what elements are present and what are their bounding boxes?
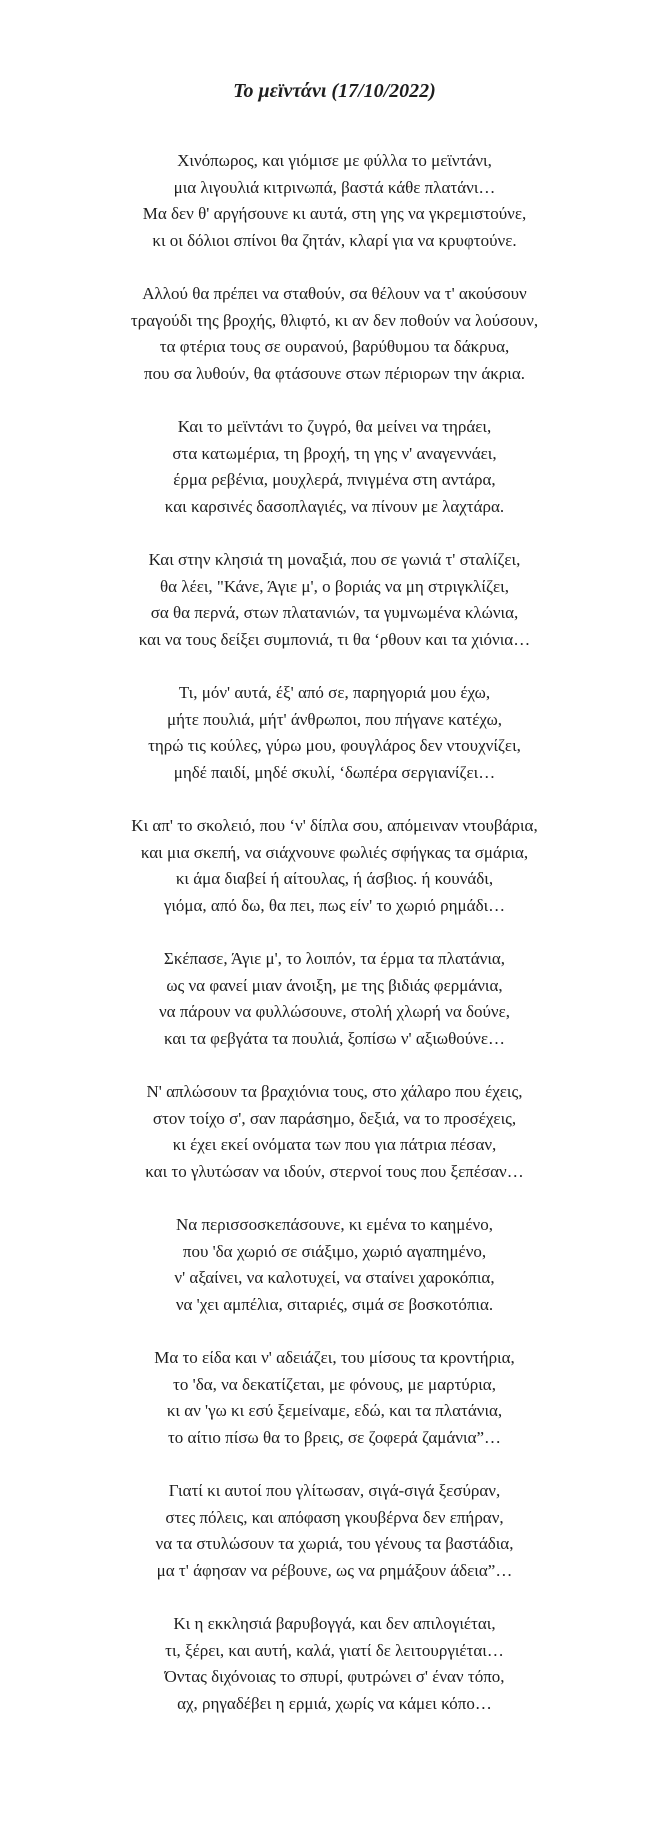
stanza	[0, 1345, 669, 1451]
poem-line: Και στην κλησιά τη μοναξιά, που σε γωνιά τ' σταλίζει,	[148, 550, 521, 569]
poem-line: κι αν 'γω κι εσύ ξεμείναμε, εδώ, και τα πλατάνια,	[166, 1401, 503, 1420]
poem-line: στον τοίχο σ', σαν παράσημο, δεξιά, να το προσέχεις,	[152, 1108, 517, 1128]
poem-line: Χινόπωρος, και γιόμισε με φύλλα το μεϊντάνι,	[177, 151, 492, 170]
poem-line: στες πόλεις, και απόφαση γκουβέρνα δεν επήραν,	[165, 1507, 504, 1527]
poem-line: Και το μεϊντάνι το ζυγρό, θα μείνει να τηράει,	[177, 417, 492, 436]
stanza	[0, 1079, 669, 1185]
poem-line: που σα λυθούν, θα φτάσουνε στων πέριορων την άκρια.	[143, 363, 526, 383]
poem-line: να πάρουν να φυλλώσουνε, στολή χλωρή να δούνε,	[159, 1002, 510, 1021]
poem-line: μα τ' άφησαν να ρέβουνε, ως να ρημάξουν άδεια”…	[156, 1560, 513, 1580]
stanza	[0, 680, 669, 786]
stanza	[0, 813, 669, 919]
poem-line: τραγούδι της βροχής, θλιφτό, κι αν δεν ποθούν να λούσουν,	[130, 310, 539, 330]
poem-line: να 'χει αμπέλια, σιταριές, σιμά σε βοσκοτόπια.	[175, 1294, 494, 1314]
poem-line: κι έχει εκεί ονόματα των που για πάτρια πέσαν,	[172, 1135, 497, 1154]
poem-line: το αίτιο πίσω θα το βρεις, σε ζοφερά ζαμάνια”…	[167, 1427, 502, 1447]
stanza	[0, 1478, 669, 1584]
poem-line: μια λιγουλιά κιτρινωπά, βαστά κάθε πλατάνι…	[173, 177, 496, 197]
poem-line: Τι, μόν' αυτά, έξ' από σε, παρηγοριά μου έχω,	[178, 683, 491, 702]
poem-line: ν' αξαίνει, να καλοτυχεί, να σταίνει χαροκόπια,	[174, 1268, 495, 1287]
poem-line: το 'δα, να δεκατίζεται, με φόνους, με μαρτύρια,	[173, 1374, 496, 1394]
poem-line: Μα δεν θ' αργήσουνε κι αυτά, στη γης να γκρεμιστούνε,	[142, 204, 527, 223]
poem-line: μήτε πουλιά, μήτ' άνθρωποι, που πήγανε κατέχω,	[166, 709, 503, 729]
poem-line: Σκέπασε, Άγιε μ', το λοιπόν, τα έρμα τα πλατάνια,	[163, 949, 506, 968]
poem-line: κι οι δόλιοι σπίνοι θα ζητάν, κλαρί για να κρυφτούνε.	[152, 230, 517, 250]
poem-line: και καρσινές δασοπλαγιές, να πίνουν με λαχτάρα.	[164, 496, 505, 516]
poem-line: και τα φεβγάτα τα πουλιά, ξοπίσω ν' αξιωθούνε…	[164, 1028, 505, 1048]
poem-line: Κι η εκκλησιά βαρυβογγά, και δεν απιλογιέται,	[173, 1614, 496, 1633]
poem-line: τηρώ τις κούλες, γύρω μου, φουγλάρος δεν ντουχνίζει,	[148, 736, 521, 755]
stanza	[0, 1611, 669, 1717]
stanza	[0, 281, 669, 387]
poem-line: Γιατί κι αυτοί που γλίτωσαν, σιγά-σιγά ξεσύραν,	[168, 1481, 501, 1500]
poem-line: τα φτέρια τους σε ουρανού, βαρύθυμου τα δάκρυα,	[159, 337, 510, 356]
poem-line: Ν' απλώσουν τα βραχιόνια τους, στο χάλαρο που έχεις,	[146, 1082, 523, 1101]
poem-line: Κι απ' το σκολειό, που ‘ν' δίπλα σου, απόμειναν ντουβάρια,	[131, 816, 538, 835]
poem-line: αχ, ρηγαδέβει η ερμιά, χωρίς να κάμει κόπο…	[177, 1693, 492, 1713]
stanza	[0, 946, 669, 1052]
poem-line: στα κατωμέρια, τη βροχή, τη γης ν' αναγεννάει,	[172, 443, 497, 463]
poem-line: κι άμα διαβεί ή αίτουλας, ή άσβιος. ή κουνάδι,	[175, 869, 494, 888]
poem-line: που 'δα χωριό σε σιάξιμο, χωριό αγαπημένο,	[182, 1241, 487, 1261]
poem-line: έρμα ρεβένια, μουχλερά, πνιγμένα στη αντάρα,	[173, 470, 496, 489]
poem-body	[0, 148, 669, 1744]
stanza	[0, 547, 669, 653]
stanza	[0, 148, 669, 254]
poem-line: Να περισσοσκεπάσουνε, κι εμένα το καημένο,	[176, 1215, 493, 1234]
poem-line: Όντας διχόνοιας το σπυρί, φυτρώνει σ' έναν τόπο,	[164, 1667, 505, 1686]
poem-line: Αλλού θα πρέπει να σταθούν, σα θέλουν να τ' ακούσουν	[142, 284, 527, 303]
poem-line: να τα στυλώσουν τα χωριά, του γένους τα βαστάδια,	[155, 1534, 514, 1553]
poem-line: γιόμα, από δω, θα πει, πως είν' το χωριό ρημάδι…	[163, 895, 506, 915]
poem-line: και μια σκεπή, να σιάχνουνε φωλιές σφήγκας τα σμάρια,	[140, 842, 529, 862]
poem-line: μηδέ παιδί, μηδέ σκυλί, ‘δωπέρα σεργιανίζει…	[173, 762, 496, 782]
poem-line: τι, ξέρει, και αυτή, καλά, γιατί δε λειτουργιέται…	[165, 1640, 504, 1660]
poem-line: ως να φανεί μιαν άνοιξη, με της βιδιάς φερμάνια,	[166, 975, 503, 995]
stanza	[0, 1212, 669, 1318]
poem-title: Το μεϊντάνι (17/10/2022)	[233, 80, 436, 102]
stanza	[0, 414, 669, 520]
poem-line: και το γλυτώσαν να ιδούν, στερνοί τους που ξεπέσαν…	[145, 1161, 524, 1181]
poem-line: Μα το είδα και ν' αδειάζει, του μίσους τα κροντήρια,	[154, 1348, 515, 1367]
poem-line: θα λέει, "Κάνε, Άγιε μ', ο βοριάς να μη στριγκλίζει,	[160, 576, 509, 596]
poem-line: και να τους δείξει συμπονιά, τι θα ‘ρθουν και τα χιόνια…	[138, 629, 531, 649]
poem-line: σα θα περνά, στων πλατανιών, τα γυμνωμένα κλώνια,	[150, 603, 519, 622]
